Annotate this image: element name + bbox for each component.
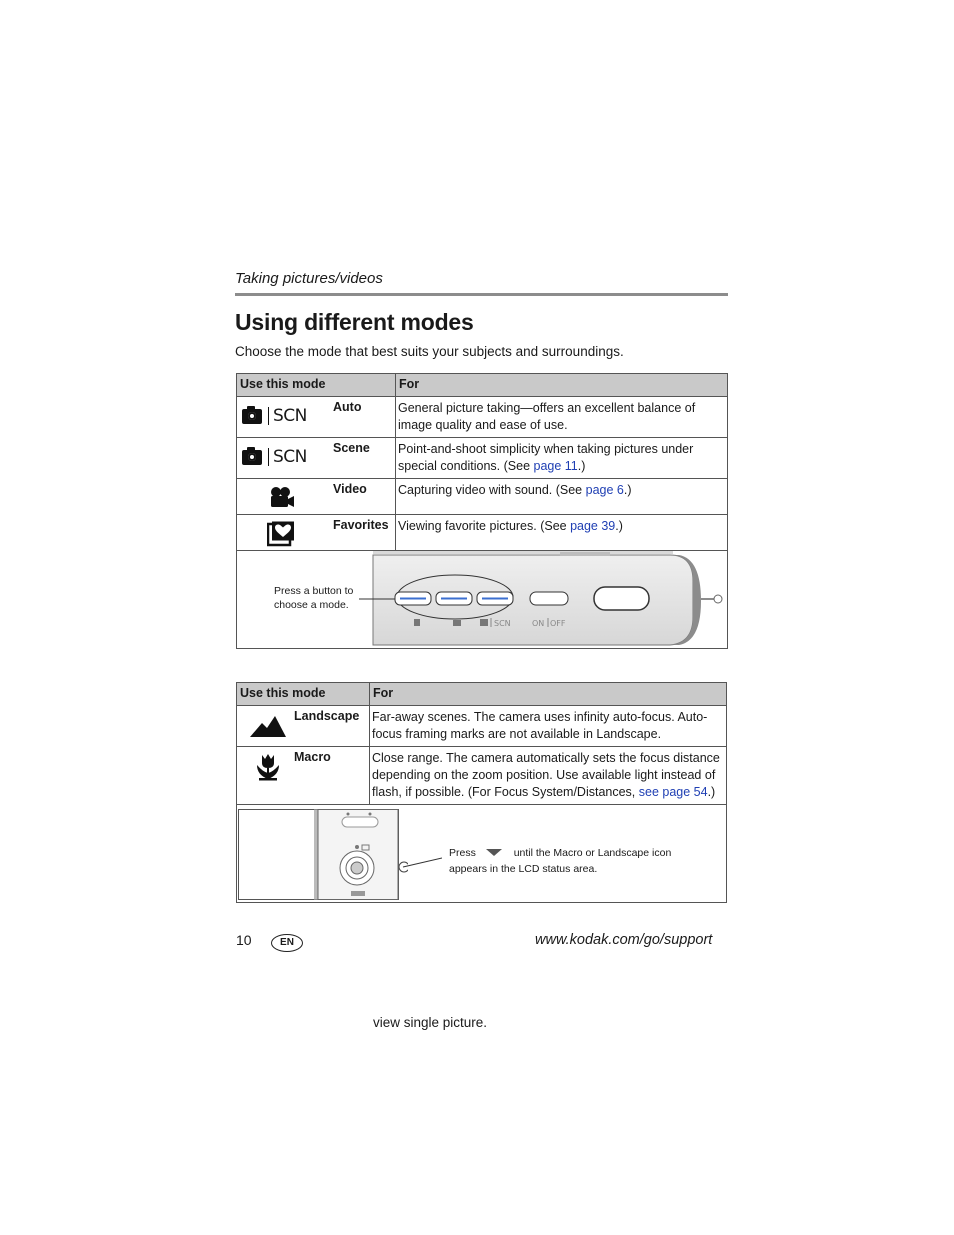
mode-name: Auto (333, 400, 362, 414)
page-link[interactable]: page 11 (533, 459, 578, 473)
illustration-row (237, 551, 728, 649)
down-arrow-icon (485, 848, 503, 856)
illustration-row (237, 805, 727, 903)
mode-cell-video (237, 479, 396, 515)
mode-description: Capturing video with sound. (See page 6.) (396, 479, 728, 515)
mode-name: Macro (294, 750, 331, 764)
col-header-mode: Use this mode (237, 683, 370, 706)
section-title: Taking pictures/videos (235, 270, 383, 287)
mode-name: Favorites (333, 518, 389, 532)
mode-description: General picture taking—offers an excellent balance of image quality and ease of use. (396, 397, 728, 438)
mode-name: Scene (333, 441, 370, 455)
page-title: Using different modes (235, 309, 474, 335)
mode-description: Point-and-shoot simplicity when taking pictures under special conditions. (See page 11.) (396, 438, 728, 479)
callout-leader-line (402, 857, 442, 877)
camera-scn-icon: SCN (242, 447, 307, 467)
intro-text: Choose the mode that best suits your subjects and surroundings. (235, 344, 624, 359)
illustration-scn-label: SCN (494, 619, 511, 628)
mode-name: Landscape (294, 709, 360, 723)
camera-top-illustration (237, 551, 728, 649)
table-row (237, 438, 728, 479)
illustration-off-label: OFF (550, 619, 566, 628)
mode-cell-favorites (237, 515, 396, 551)
table-row (237, 747, 727, 805)
language-badge: EN (271, 934, 303, 952)
illustration-on-label: ON (532, 619, 545, 628)
modes-table-2 (236, 682, 727, 903)
camera-scn-icon: SCN (242, 406, 307, 426)
landscape-mountain-icon (249, 712, 287, 738)
table-row (237, 706, 727, 747)
header-rule (235, 293, 728, 296)
video-camera-icon (269, 486, 295, 508)
col-header-mode: Use this mode (237, 374, 396, 397)
favorites-heart-icon (267, 521, 295, 547)
page-link[interactable]: page 6 (585, 483, 624, 497)
table-row (237, 397, 728, 438)
camera-back-illustration (237, 805, 727, 903)
col-header-for: For (370, 683, 727, 706)
mode-cell-scene (237, 438, 396, 479)
illustration-callout: Press a button to choose a mode. (274, 585, 354, 611)
mode-name: Video (333, 482, 367, 496)
page-link[interactable]: page 39 (570, 519, 616, 533)
modes-table-1 (236, 373, 728, 649)
mode-description: Viewing favorite pictures. (See page 39.) (396, 515, 728, 551)
camera-top-drawing (355, 551, 727, 649)
mode-cell-auto (237, 397, 396, 438)
macro-flower-icon (255, 753, 281, 781)
bottom-note: view single picture. (373, 1015, 488, 1030)
mode-description: Far-away scenes. The camera uses infinity auto-focus. Auto-focus framing marks are not available in Landscape. (370, 706, 727, 747)
camera-back-drawing (238, 809, 408, 901)
mode-cell-landscape (237, 706, 370, 747)
support-url[interactable]: www.kodak.com/go/support (535, 932, 713, 948)
table-row (237, 515, 728, 551)
mode-description: Close range. The camera automatically sets the focus distance depending on the zoom position. Use available light instead of flash, if possible. (For Focus System/Distances, see page 54.) (370, 747, 727, 805)
mode-cell-macro (237, 747, 370, 805)
page-link[interactable]: see page 54 (638, 785, 708, 799)
table-row (237, 479, 728, 515)
page-number: 10 (236, 932, 252, 948)
illustration-callout: Press until the Macro or Landscape icon appears in the LCD status area. (449, 847, 672, 875)
col-header-for: For (396, 374, 728, 397)
